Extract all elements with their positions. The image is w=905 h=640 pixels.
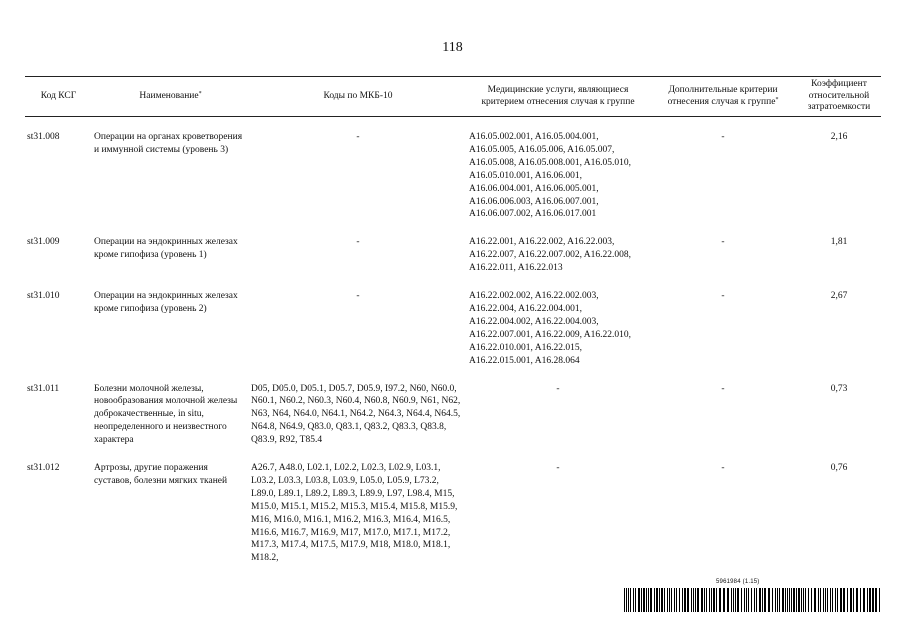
- cell-services: A16.22.001, A16.22.002, A16.22.003, A16.22.007, A16.22.007.002, A16.22.008, A16.22.011, A16.22.013: [469, 237, 632, 274]
- header-mkb: Коды по МКБ-10: [249, 77, 467, 117]
- barcode-image: [624, 588, 881, 612]
- cell-mkb: -: [356, 291, 360, 302]
- cell-mkb: -: [356, 237, 360, 248]
- cell-services: -: [556, 383, 560, 394]
- table-row: [25, 462, 881, 580]
- cell-coef: 0,73: [830, 383, 848, 394]
- barcode-number: 5961984 (1.15): [716, 579, 760, 585]
- cell-mkb: -: [356, 132, 360, 142]
- cell-extra: -: [721, 291, 725, 302]
- ksg-table: [25, 76, 881, 580]
- cell-code: st31.008: [27, 132, 60, 142]
- table-row: [25, 383, 881, 463]
- cell-services: -: [556, 463, 560, 474]
- table-row: [25, 236, 881, 290]
- cell-coef: 2,16: [830, 132, 848, 142]
- cell-services: A16.05.002.001, A16.05.004.001, A16.05.005, A16.05.006, A16.05.007, A16.05.008, A16.05.008.001, A16.05.010, A16.05.010.001, A16.06.001, A16.06.004.001, A16.06.005.001, A16.06.006.003, A16.06.007.001, A16.06.007.002, A16.06.017.001: [469, 132, 632, 220]
- footnote-mark: *: [198, 90, 202, 97]
- cell-services: A16.22.002.002, A16.22.002.003, A16.22.004, A16.22.004.001, A16.22.004.002, A16.22.004.003, A16.22.007.001, A16.22.009, A16.22.010, A16.22.010.001, A16.22.015, A16.22.015.001, A16.28.064: [469, 291, 632, 366]
- cell-coef: 1,81: [830, 237, 848, 248]
- footnote-mark: *: [775, 96, 779, 103]
- header-code: Код КСГ: [25, 77, 92, 117]
- cell-code: st31.010: [27, 291, 60, 302]
- header-coef: Коэффициент относительной затратоемкости: [797, 77, 881, 117]
- cell-code: st31.009: [27, 237, 60, 248]
- header-services: Медицинские услуги, являющиеся критерием отнесения случая к группе: [467, 77, 649, 117]
- page-number: 118: [442, 40, 463, 55]
- cell-name: Артрозы, другие поражения суставов, болезни мягких тканей: [94, 463, 228, 486]
- table-row: [25, 117, 881, 237]
- cell-mkb: D05, D05.0, D05.1, D05.7, D05.9, I97.2, N60, N60.0, N60.1, N60.2, N60.3, N60.4, N60.8, N60.9, N61, N62, N63, N64, N64.0, N64.1, N64.2, N64.3, N64.4, N64.5, N64.8, N64.9, Q83.0, Q83.1, Q83.2, Q83.3, Q83.8, Q83.9, R92, T85.4: [251, 383, 461, 446]
- cell-coef: 0,76: [830, 463, 848, 474]
- cell-name: Болезни молочной железы, новообразования молочной железы доброкачественные, in situ, неопределенного и неизвестного характера: [94, 383, 238, 446]
- cell-mkb: A26.7, A48.0, L02.1, L02.2, L02.3, L02.9, L03.1, L03.2, L03.3, L03.8, L03.9, L05.0, L05.9, L73.2, L89.0, L89.1, L89.2, L89.3, L89.9, L97, L98.4, M15, M15.0, M15.1, M15.2, M15.3, M15.4, M15.8, M15.9, M16, M16.0, M16.1, M16.2, M16.3, M16.4, M16.5, M16.6, M16.7, M16.9, M17, M17.0, M17.1, M17.2, M17.3, M17.4, M17.5, M17.9, M18, M18.0, M18.1, M18.2,: [251, 463, 458, 564]
- cell-name: Операции на эндокринных железах кроме гипофиза (уровень 2): [94, 291, 238, 314]
- cell-extra: -: [721, 463, 725, 474]
- header-extra: Дополнительные критерии отнесения случая к группе*: [649, 77, 797, 117]
- table-header: [25, 77, 881, 117]
- table-row: [25, 290, 881, 382]
- cell-extra: -: [721, 383, 725, 394]
- header-name: Наименование*: [92, 77, 249, 117]
- cell-name: Операции на органах кроветворения и иммунной системы (уровень 3): [94, 132, 243, 155]
- cell-code: st31.012: [27, 463, 60, 474]
- cell-coef: 2,67: [830, 291, 848, 302]
- cell-code: st31.011: [27, 383, 60, 394]
- cell-name: Операции на эндокринных железах кроме гипофиза (уровень 1): [94, 237, 238, 261]
- cell-extra: -: [721, 132, 725, 142]
- cell-extra: -: [721, 237, 725, 248]
